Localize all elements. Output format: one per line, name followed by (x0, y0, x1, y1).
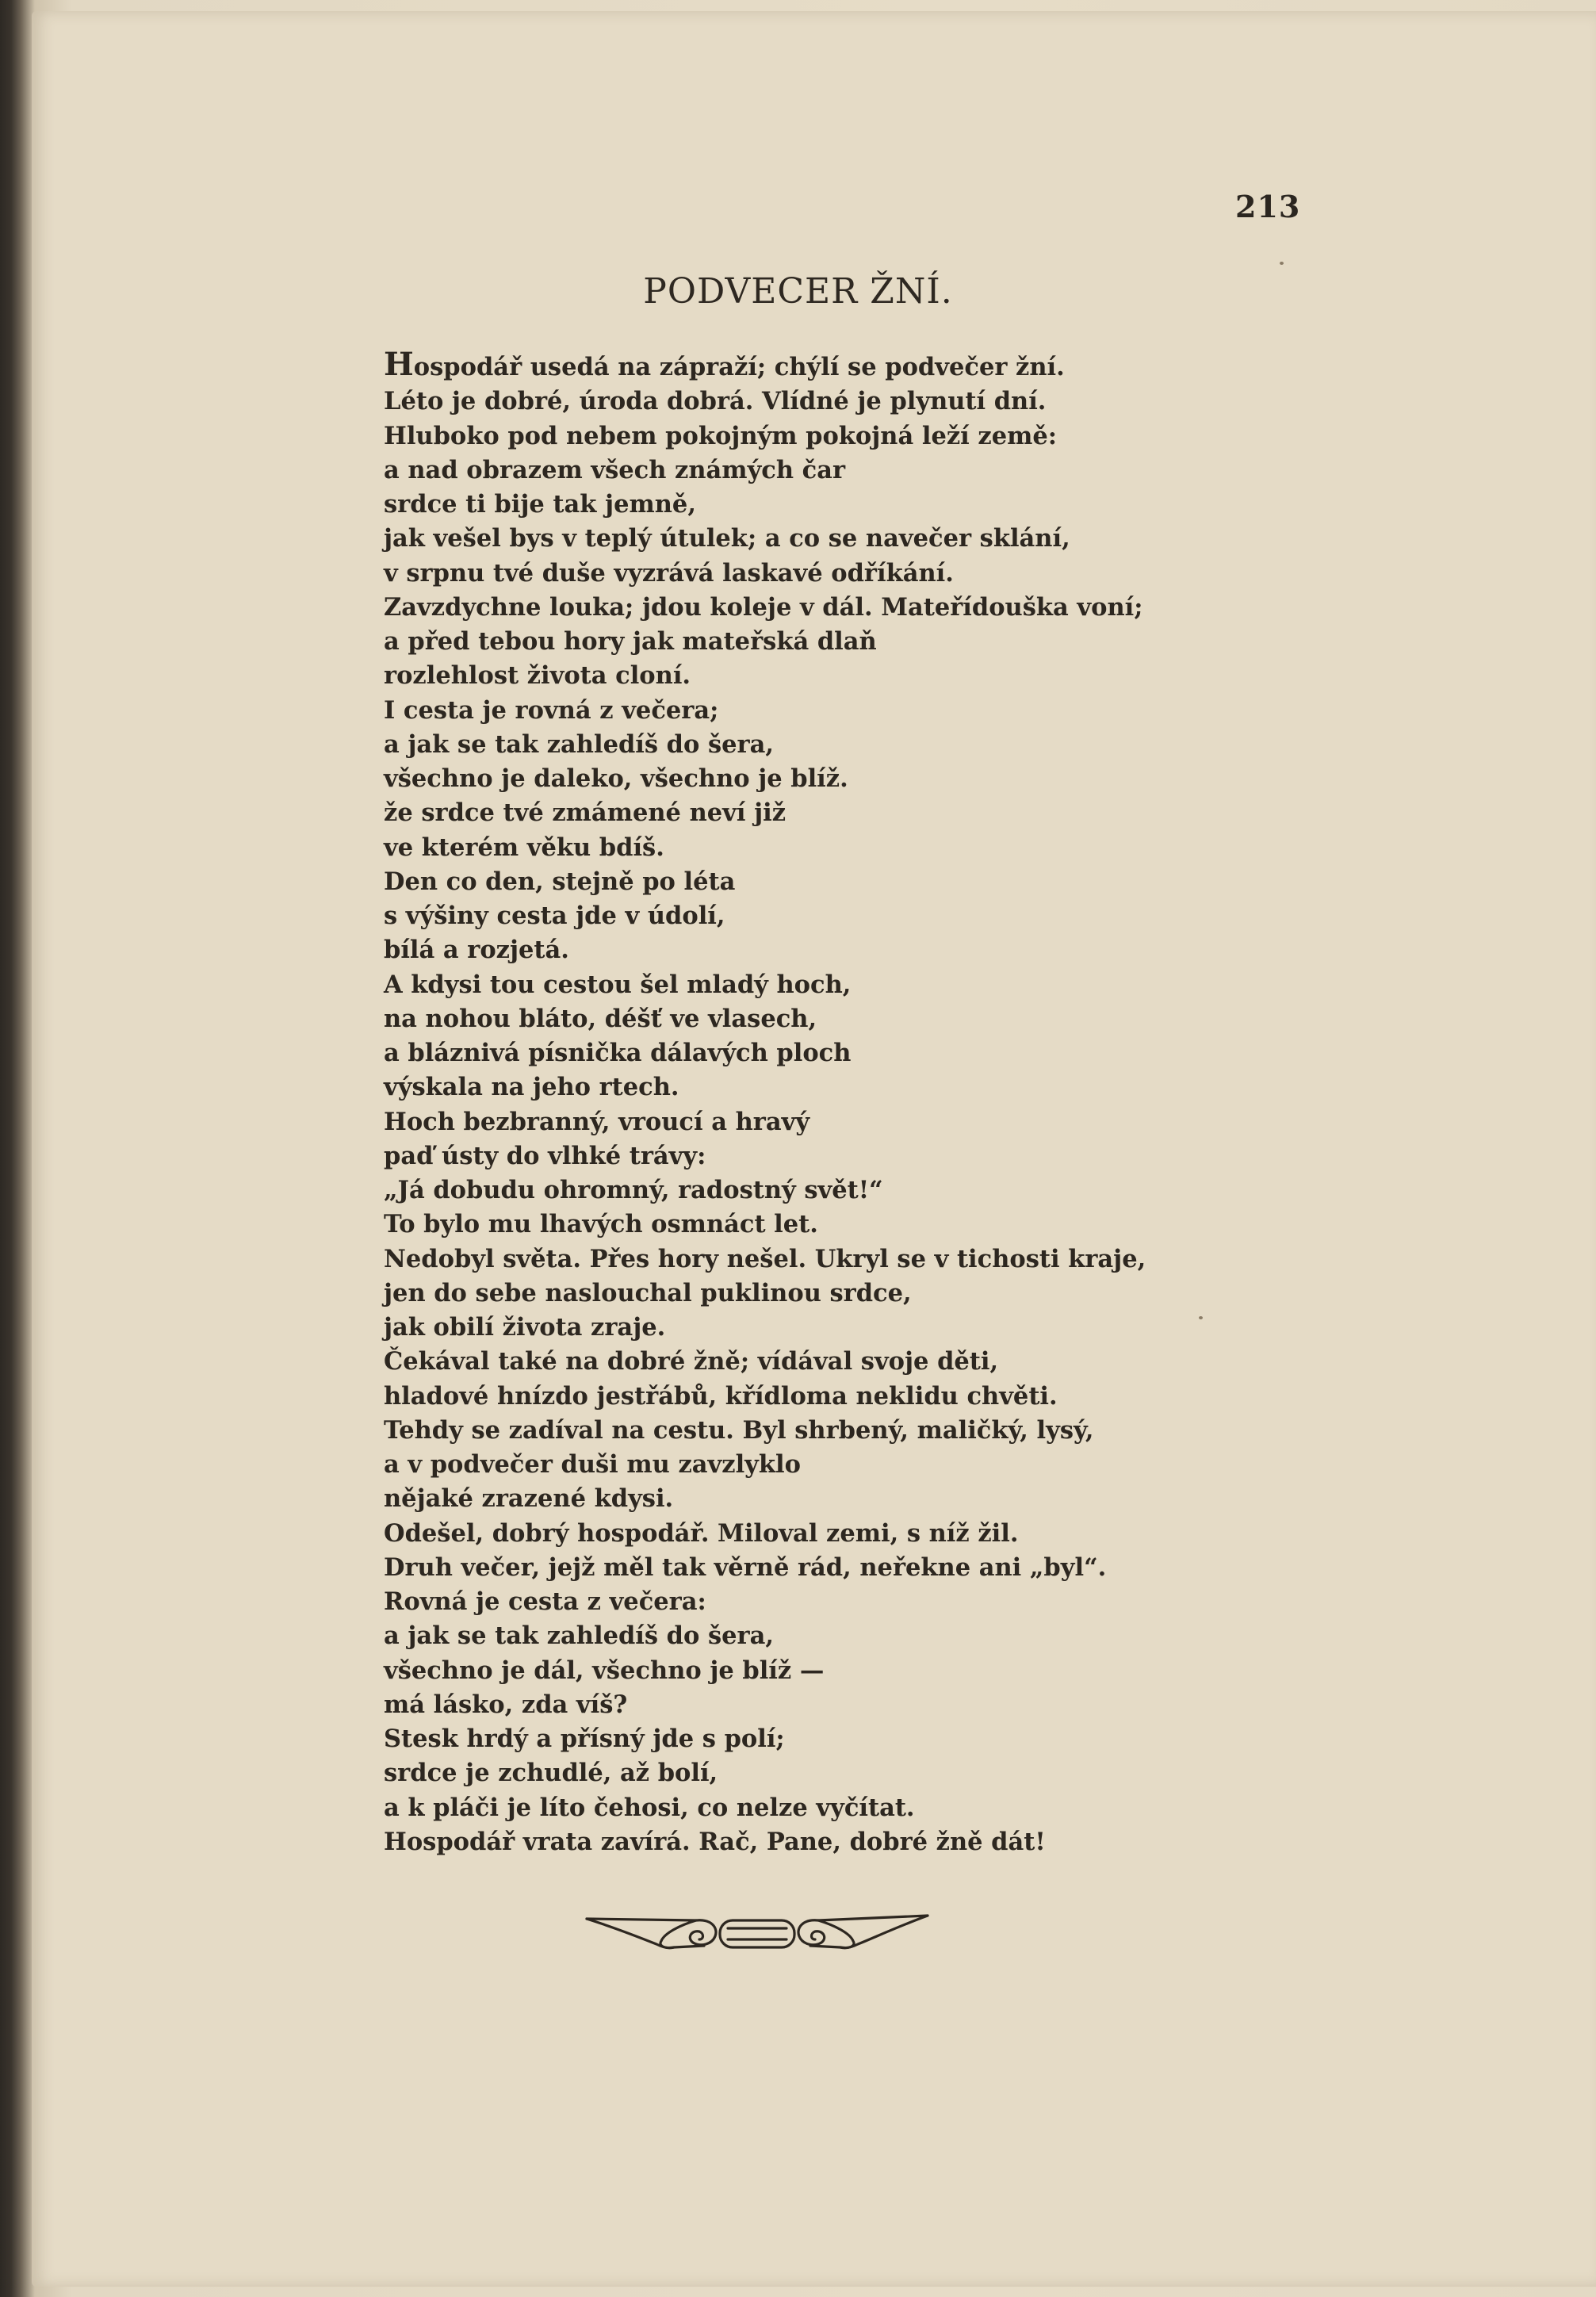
poem-line: Hospodář usedá na zápraží; chýlí se podvečer žní. (384, 346, 1065, 383)
poem-line: srdce ti bije tak jemně, (384, 490, 696, 519)
paper-speck (1280, 262, 1284, 265)
poem-line: a nad obrazem všech známých čar (384, 455, 846, 484)
poem-line: a k pláči je líto čehosi, co nelze vyčítat. (384, 1793, 915, 1822)
poem-line: Stesk hrdý a přísný jde s polí; (384, 1725, 785, 1753)
poem-line: bílá a rozjetá. (384, 936, 569, 965)
poem-line: hladové hnízdo jestřábů, křídloma neklidu chvěti. (384, 1381, 1058, 1411)
poem-line: Hluboko pod nebem pokojným pokojná leží země: (384, 421, 1058, 450)
poem-line: všechno je dál, všechno je blíž — (384, 1656, 825, 1685)
page-number: 213 (1235, 189, 1301, 224)
poem-line: rozlehlost života cloní. (384, 661, 691, 691)
poem-line: Druh večer, jejž měl tak věrně rád, neřekne ani „byl“. (384, 1552, 1107, 1582)
ornament-icon (585, 1909, 929, 1955)
poem-line: nějaké zrazené kdysi. (384, 1484, 674, 1514)
poem-line: A kdysi tou cestou šel mladý hoch, (384, 970, 852, 999)
poem-line: a před tebou hory jak mateřská dlaň (384, 627, 877, 656)
poem-line: a bláznivá písnička dálavých ploch (384, 1039, 852, 1067)
poem-line: a v podvečer duši mu zavzlyklo (384, 1450, 801, 1479)
poem-line: v srpnu tvé duše vyzrává laskavé odříkání. (384, 558, 954, 588)
poem-line: Nedobyl světa. Přes hory nešel. Ukryl se v tichosti kraje, (384, 1244, 1146, 1273)
poem-line: na nohou bláto, déšť ve vlasech, (384, 1004, 817, 1033)
poem-line: že srdce tvé zmámené neví již (384, 798, 787, 828)
poem-line: a jak se tak zahledíš do šera, (384, 729, 774, 759)
poem-line: výskala na jeho rtech. (384, 1073, 679, 1102)
poem-line: Zavzdychne louka; jdou koleje v dál. Mateřídouška voní; (384, 592, 1143, 622)
poem-line: Hoch bezbranný, vroucí a hravý (384, 1107, 810, 1136)
poem-line: jak obilí života zraje. (384, 1313, 666, 1342)
poem-line: Odešel, dobrý hospodář. Miloval zemi, s níž žil. (384, 1518, 1019, 1548)
poem-line: jen do sebe naslouchal puklinou srdce, (384, 1278, 912, 1307)
poem-line: Den co den, stejně po léta (384, 867, 736, 896)
poem-line: srdce je zchudlé, až bolí, (384, 1759, 718, 1788)
poem-line: má lásko, zda víš? (384, 1690, 628, 1719)
poem-title: PODVECER ŽNÍ. (643, 271, 953, 312)
poem-line: I cesta je rovná z večera; (384, 695, 719, 725)
poem-line: Rovná je cesta z večera: (384, 1587, 706, 1616)
poem-line: Léto je dobré, úroda dobrá. Vlídné je plynutí dní. (384, 387, 1047, 416)
poem-line: Hospodář vrata zavírá. Rač, Pane, dobré žně dát! (384, 1827, 1046, 1856)
poem-line: ve kterém věku bdíš. (384, 833, 664, 862)
poem-line: a jak se tak zahledíš do šera, (384, 1621, 774, 1651)
poem-line: paď ústy do vlhké trávy: (384, 1141, 706, 1170)
poem-line: všechno je daleko, všechno je blíž. (384, 764, 848, 793)
poem-line: Čekával také na dobré žně; vídával svoje děti, (384, 1347, 999, 1376)
poem-body (384, 347, 1296, 1859)
poem-line: Tehdy se zadíval na cestu. Byl shrbený, maličký, lysý, (384, 1415, 1094, 1445)
poem-line: To bylo mu lhavých osmnáct let. (384, 1210, 818, 1239)
poem-line: s výšiny cesta jde v údolí, (384, 902, 725, 930)
poem-line: jak vešel bys v teplý útulek; a co se navečer sklání, (384, 524, 1070, 553)
paper-speck (1199, 1316, 1203, 1319)
poem-line: „Já dobudu ohromný, radostný svět!“ (384, 1176, 883, 1204)
